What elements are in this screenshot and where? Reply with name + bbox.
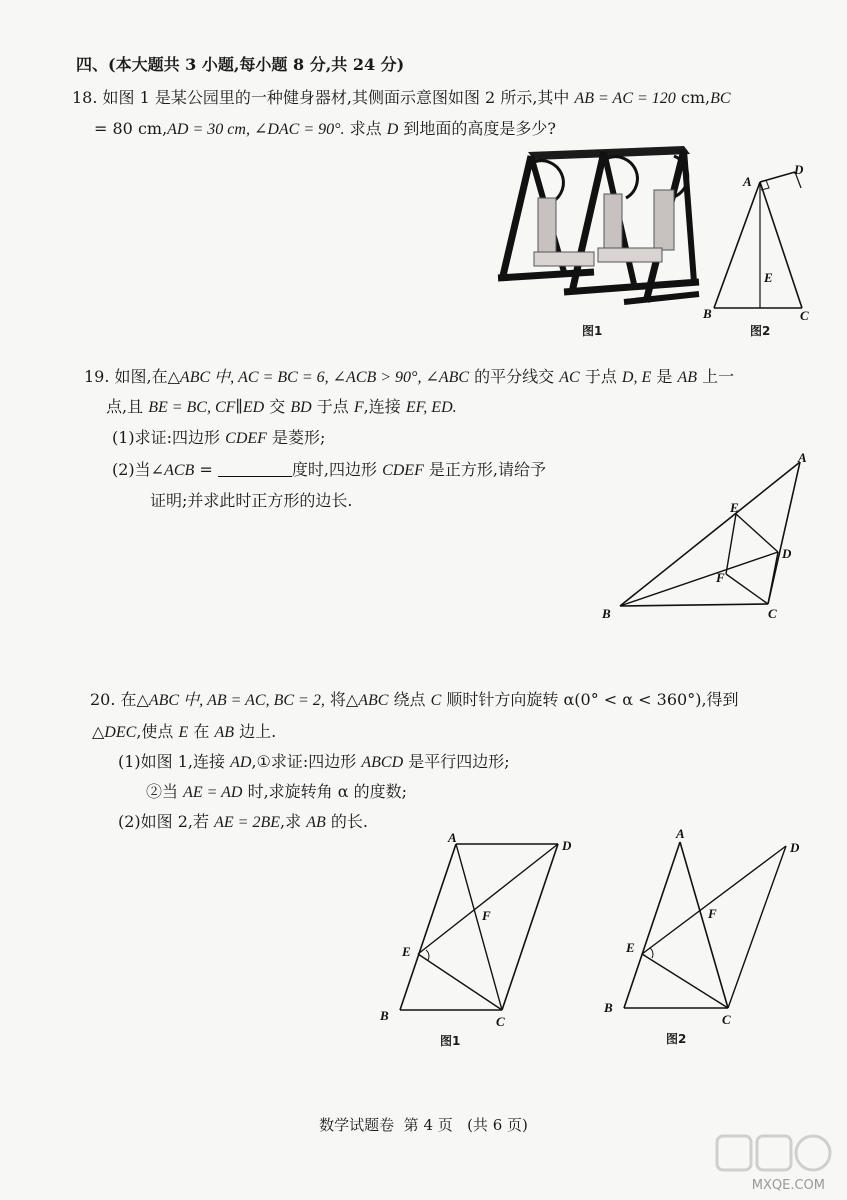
q19-text: = [194, 460, 218, 479]
q20-part1b [146, 782, 407, 803]
q19-math: AB [677, 369, 697, 386]
q19-answer-blank[interactable] [218, 460, 292, 477]
q19-text: 19. 如图,在 [84, 367, 168, 386]
q19-label-a: A [798, 450, 807, 465]
q18-text: 18. 如图 1 是某公园里的一种健身器材,其侧面示意图如图 2 所示,其中 [72, 88, 575, 107]
q18-fig2-label-e: E [764, 270, 773, 285]
q19-math: CDEF [225, 430, 267, 447]
q20-math: AD [230, 754, 252, 771]
q20-text: 的长. [325, 812, 368, 831]
q19-text: (2)当∠ [112, 460, 165, 479]
q20-text: (1)如图 1,连接 [118, 752, 231, 771]
q20-fig1-label-e: E [402, 944, 411, 959]
q20-text: 边上. [234, 722, 277, 741]
q20-text: 将 [324, 690, 346, 709]
q20-fig2-diagram [600, 828, 800, 1028]
q18-fig2-label-b: B [703, 306, 712, 321]
q20-fig2-caption: 图2 [666, 1032, 687, 1046]
q20-text: 时,求旋转角 α 的度数; [242, 782, 408, 801]
q20-text: 顺时针方向旋转 α(0° < α < 360°),得到 [441, 690, 739, 709]
q19-text: 于点 [579, 367, 622, 386]
q20-fig2-label-e: E [626, 940, 635, 955]
q18-math: AD = 30 cm, ∠DAC = 90°. [167, 121, 345, 138]
q20-text: 在 [188, 722, 215, 741]
q20-fig2-label-d: D [790, 840, 800, 855]
q19-label-d: D [782, 546, 792, 561]
q18-text: 求点 [344, 119, 387, 138]
q20-text: 20. 在 [90, 690, 137, 709]
q18-fig2-caption: 图2 [750, 324, 771, 338]
q18-math: AB = AC = 120 [574, 90, 676, 107]
q20-fig1-label-c: C [496, 1014, 505, 1029]
q19-label-f: F [716, 570, 725, 585]
q19-math: △ABC 中, AC = BC = 6, ∠ACB > 90°, ∠ABC [167, 369, 470, 386]
q18-fig2-label-c: C [800, 308, 809, 323]
q19-math: F [353, 399, 364, 416]
watermark-text: MXQE.COM [751, 1178, 825, 1193]
q20-math: C [430, 692, 442, 709]
q19-label-c: C [768, 606, 777, 621]
q20-text: ②当 [146, 782, 184, 801]
q19-text: 是 [651, 367, 678, 386]
q20-fig1-label-b: B [380, 1008, 389, 1023]
q19-label-e: E [730, 500, 739, 515]
q20-fig2-label-b: B [604, 1000, 613, 1015]
footer-page-number: 第 4 页 [403, 1116, 453, 1134]
q19-math: BD [290, 399, 312, 416]
q20-text: ,①求证:四边形 [251, 752, 362, 771]
q19-figure [600, 452, 810, 622]
q19-part1 [112, 428, 325, 449]
q20-text: 是平行四边形; [403, 752, 510, 771]
q18-text: 到地面的高度是多少? [398, 119, 556, 138]
q18-text: = 80 cm, [94, 119, 168, 138]
q20-math: AE = 2BE [214, 814, 280, 831]
q20-fig1-caption: 图1 [440, 1034, 461, 1048]
q19-math: AC [559, 369, 580, 386]
q19-text: 的平分线交 [469, 367, 560, 386]
q20-math: △ABC [345, 692, 389, 709]
q20-text: ,使点 [136, 722, 179, 741]
q19-text: 度时,四边形 [291, 460, 383, 479]
q20-fig1-label-f: F [482, 908, 491, 923]
q18-line2 [94, 119, 556, 140]
q18-math: BC [710, 90, 731, 107]
q19-text: 交 [264, 397, 291, 416]
q19-text: 点,且 [106, 397, 149, 416]
q18-fig2-label-a: A [743, 174, 752, 189]
q18-fig2-label-d: D [794, 162, 804, 177]
footer-total-pages: (共 6 页) [467, 1116, 528, 1134]
q19-part2-line2: 证明;并求此时正方形的边长. [150, 491, 353, 510]
footer-subject: 数学试题卷 [319, 1116, 395, 1134]
q19-math: ACB [164, 462, 195, 479]
q19-math: EF, ED. [405, 399, 457, 416]
q20-fig1-label-a: A [448, 830, 457, 845]
q20-fig2-label-f: F [708, 906, 717, 921]
q20-text: 绕点 [388, 690, 431, 709]
q20-part2 [118, 812, 368, 833]
q19-text: 是正方形,请给予 [423, 460, 547, 479]
q18-fig2-diagram [700, 160, 810, 323]
q18-text: cm, [675, 88, 711, 107]
q19-text: 上一 [696, 367, 735, 386]
q20-text: (2)如图 2,若 [118, 812, 215, 831]
q18-line1 [72, 88, 731, 109]
q20-math: AB [214, 724, 235, 741]
q19-text: ,连接 [363, 397, 406, 416]
q20-part1 [118, 752, 510, 773]
q19-text: 是菱形; [266, 428, 326, 447]
q20-fig2-label-a: A [676, 826, 685, 841]
q19-part2 [112, 460, 546, 481]
q18-fig1-caption: 图1 [582, 324, 603, 338]
q20-math: △DEC [92, 724, 137, 741]
section-header: 四、(本大题共 3 小题,每小题 8 分,共 24 分) [76, 55, 405, 74]
q19-math: CDEF [382, 462, 424, 479]
q20-fig2-label-c: C [722, 1012, 731, 1027]
q18-fig1-equipment-illustration [494, 142, 704, 312]
q20-math: AB [306, 814, 326, 831]
q20-math: ABCD [361, 754, 404, 771]
q20-text: ,求 [280, 812, 307, 831]
q20-line2 [92, 722, 276, 743]
q19-line2 [106, 397, 457, 418]
q20-math: AE = AD [183, 784, 243, 801]
q19-label-b: B [602, 606, 611, 621]
q19-math: D, E [621, 369, 652, 386]
q20-math: △ABC 中, AB = AC, BC = 2, [136, 692, 325, 709]
q19-text: (1)求证:四边形 [112, 428, 226, 447]
q19-text: 于点 [311, 397, 354, 416]
q20-math: E [178, 724, 189, 741]
q20-line1 [90, 690, 739, 711]
q19-math: BE = BC, CF∥ED [148, 399, 265, 416]
q20-fig1-label-d: D [562, 838, 572, 853]
q20-fig1-diagram [378, 828, 578, 1028]
q19-line1 [84, 367, 734, 388]
q18-math: D [386, 121, 399, 138]
